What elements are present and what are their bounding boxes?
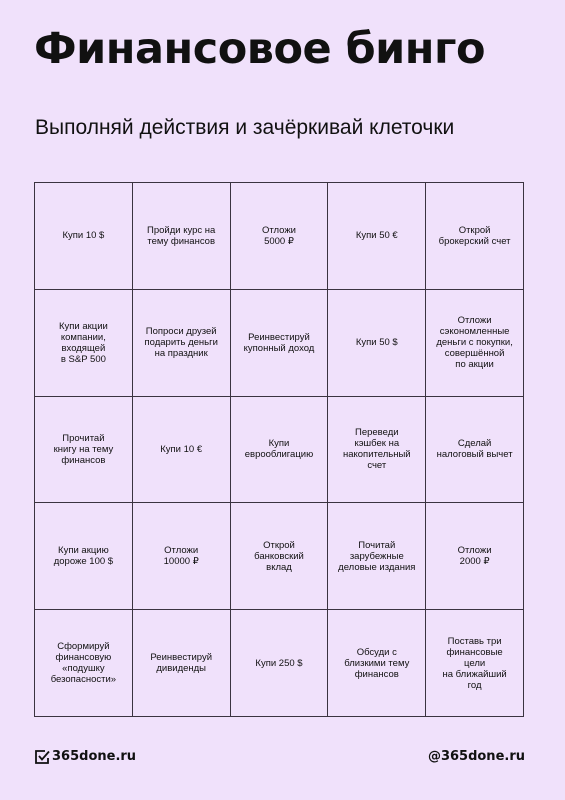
bingo-cell[interactable]: Реинвестируй купонный доход: [231, 290, 329, 397]
bingo-cell[interactable]: Прочитай книгу на тему финансов: [35, 397, 133, 504]
bingo-cell[interactable]: Сделай налоговый вычет: [426, 397, 524, 504]
footer-brand[interactable]: [34, 748, 136, 766]
bingo-cell[interactable]: Отложи 5000 ₽: [231, 183, 329, 290]
bingo-cell[interactable]: Купи 10 $: [35, 183, 133, 290]
bingo-cell[interactable]: Отложи 2000 ₽: [426, 503, 524, 610]
bingo-cell[interactable]: Обсуди с близкими тему финансов: [328, 610, 426, 717]
bingo-cell[interactable]: Купи акцию дороже 100 $: [35, 503, 133, 610]
bingo-cell[interactable]: Купи 250 $: [231, 610, 329, 717]
bingo-cell[interactable]: Попроси друзей подарить деньги на праздник: [133, 290, 231, 397]
site-link[interactable]: 365done.ru: [52, 749, 137, 764]
page-subtitle: Выполняй действия и зачёркивай клеточки: [35, 116, 455, 139]
bingo-cell[interactable]: Купи 50 €: [328, 183, 426, 290]
bingo-cell[interactable]: Переведи кэшбек на накопительный счет: [328, 397, 426, 504]
page-title: Финансовое бинго: [34, 24, 485, 74]
bingo-cell[interactable]: Отложи 10000 ₽: [133, 503, 231, 610]
bingo-cell[interactable]: Купи акции компании, входящей в S&P 500: [35, 290, 133, 397]
bingo-cell[interactable]: Открой банковский вклад: [231, 503, 329, 610]
bingo-cell[interactable]: Сформируй финансовую «подушку безопасности»: [35, 610, 133, 717]
bingo-cell[interactable]: Купи 50 $: [328, 290, 426, 397]
checkbox-check-icon: [34, 749, 50, 765]
bingo-grid: [34, 182, 524, 717]
bingo-cell[interactable]: Купи 10 €: [133, 397, 231, 504]
bingo-cell[interactable]: Почитай зарубежные деловые издания: [328, 503, 426, 610]
bingo-cell[interactable]: Пройди курс на тему финансов: [133, 183, 231, 290]
bingo-cell[interactable]: Открой брокерский счет: [426, 183, 524, 290]
bingo-cell[interactable]: Поставь три финансовые цели на ближайший год: [426, 610, 524, 717]
bingo-cell[interactable]: Реинвестируй дивиденды: [133, 610, 231, 717]
bingo-cell[interactable]: Отложи сэкономленные деньги с покупки, совершённой по акции: [426, 290, 524, 397]
social-handle[interactable]: @365done.ru: [427, 749, 525, 764]
bingo-cell[interactable]: Купи еврооблигацию: [231, 397, 329, 504]
